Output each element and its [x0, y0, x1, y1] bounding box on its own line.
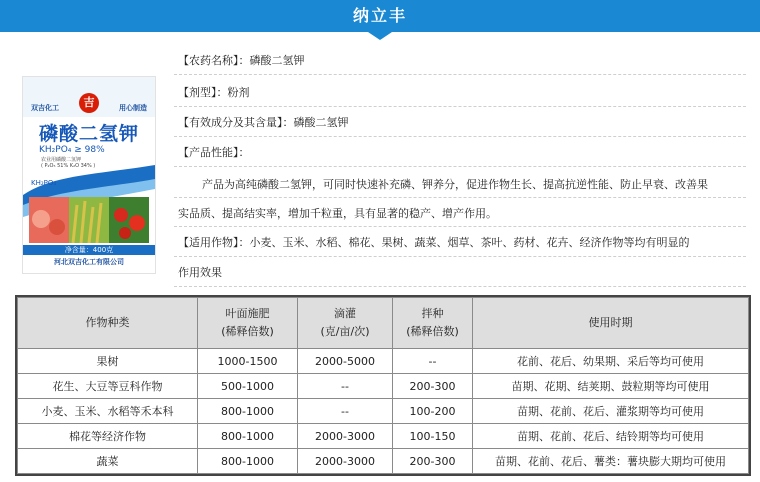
info-value: ：磷酸二氢钾	[282, 116, 349, 129]
package-small-line: 农业用磷酸二氢钾	[41, 157, 82, 163]
info-value: ：粉剂	[216, 86, 250, 99]
table-cell: 800-1000	[198, 424, 298, 449]
table-cell: 2000-3000	[298, 449, 393, 474]
table-cell: --	[298, 399, 393, 424]
info-label: 【剂型】	[178, 86, 217, 99]
divider	[174, 226, 746, 227]
divider	[174, 106, 746, 107]
table-cell: --	[393, 349, 473, 374]
page-title-bar	[0, 0, 760, 32]
column-header: 叶面施肥 (稀释倍数)	[198, 298, 298, 349]
info-performance	[178, 144, 250, 160]
product-package-image	[22, 76, 156, 274]
package-formula: KH₂PO₄ ≥ 98%	[39, 145, 105, 155]
info-value: ：磷酸二氢钾	[238, 54, 305, 67]
table-cell: 苗期、花期、结荚期、鼓粒期等均可使用	[473, 374, 749, 399]
usage-table	[17, 297, 749, 474]
divider	[174, 74, 746, 75]
page-title: 纳立丰	[352, 6, 407, 25]
package-small-line: ( P₂O₅ 51% K₂O 34% )	[41, 163, 96, 169]
column-header: 使用时期	[473, 298, 749, 349]
info-pesticide-name	[178, 52, 305, 68]
info-label: 【有效成分及其含量】	[178, 116, 283, 129]
info-value: ：	[238, 146, 250, 159]
column-header: 作物种类	[18, 298, 198, 349]
table-cell: 苗期、花前、花后、灌浆期等均可使用	[473, 399, 749, 424]
package-formula-tag: KH₂PO₄	[31, 179, 57, 187]
table-cell: 100-150	[393, 424, 473, 449]
package-company: 河北双吉化工有限公司	[54, 258, 124, 266]
performance-text-line: 实品质、提高结实率，增加千粒重，具有显著的稳产、增产作用。	[178, 207, 497, 220]
table-cell: 果树	[18, 349, 198, 374]
info-label: 【农药名称】	[178, 54, 239, 67]
divider	[174, 136, 746, 137]
table-cell: 蔬菜	[18, 449, 198, 474]
table-row	[18, 374, 749, 399]
table-cell: 1000-1500	[198, 349, 298, 374]
table-row	[18, 349, 749, 374]
info-label: 【适用作物】	[178, 236, 239, 249]
package-brand-right: 用心制造	[119, 104, 147, 112]
info-crops	[178, 234, 690, 250]
table-row	[18, 424, 749, 449]
divider	[174, 286, 746, 287]
table-cell: 苗期、花前、花后、结铃期等均可使用	[473, 424, 749, 449]
table-cell: 500-1000	[198, 374, 298, 399]
divider	[174, 256, 746, 257]
column-header: 拌种 (稀释倍数)	[393, 298, 473, 349]
package-brand-left: 双吉化工	[31, 104, 59, 112]
table-cell: 800-1000	[198, 399, 298, 424]
table-cell: 200-300	[393, 374, 473, 399]
table-cell: 苗期、花前、花后、薯类：薯块膨大期均可使用	[473, 449, 749, 474]
table-row	[18, 449, 749, 474]
info-formulation	[178, 84, 250, 100]
table-row	[18, 399, 749, 424]
table-cell: 棉花等经济作物	[18, 424, 198, 449]
crops-text-line: 作用效果	[178, 266, 222, 279]
package-net-weight: 净含量：400克	[23, 245, 155, 255]
table-cell: 2000-5000	[298, 349, 393, 374]
table-cell: 2000-3000	[298, 424, 393, 449]
table-cell: 100-200	[393, 399, 473, 424]
info-label: 【产品性能】	[178, 146, 239, 159]
package-crop-photos	[29, 197, 149, 243]
table-cell: 小麦、玉米、水稻等禾本科	[18, 399, 198, 424]
table-cell: 花前、花后、幼果期、采后等均可使用	[473, 349, 749, 374]
table-cell: 花生、大豆等豆科作物	[18, 374, 198, 399]
title-pointer	[368, 32, 392, 40]
table-cell: 200-300	[393, 449, 473, 474]
performance-text-line: 产品为高纯磷酸二氢钾，可同时快速补充磷、钾养分，促进作物生长、提高抗逆性能、防止早衰、改善果	[202, 178, 708, 191]
info-ingredient	[178, 114, 349, 130]
divider	[174, 166, 746, 167]
table-header-row	[18, 298, 749, 349]
brand-logo-icon: 吉	[79, 93, 99, 113]
divider	[174, 197, 746, 198]
table-cell: --	[298, 374, 393, 399]
column-header: 滴灌 (克/亩/次)	[298, 298, 393, 349]
info-value: ：小麦、玉米、水稻、棉花、果树、蔬菜、烟草、茶叶、药材、花卉、经济作物等均有明显的	[238, 236, 690, 249]
table-cell: 800-1000	[198, 449, 298, 474]
package-product-name: 磷酸二氢钾	[38, 123, 139, 145]
